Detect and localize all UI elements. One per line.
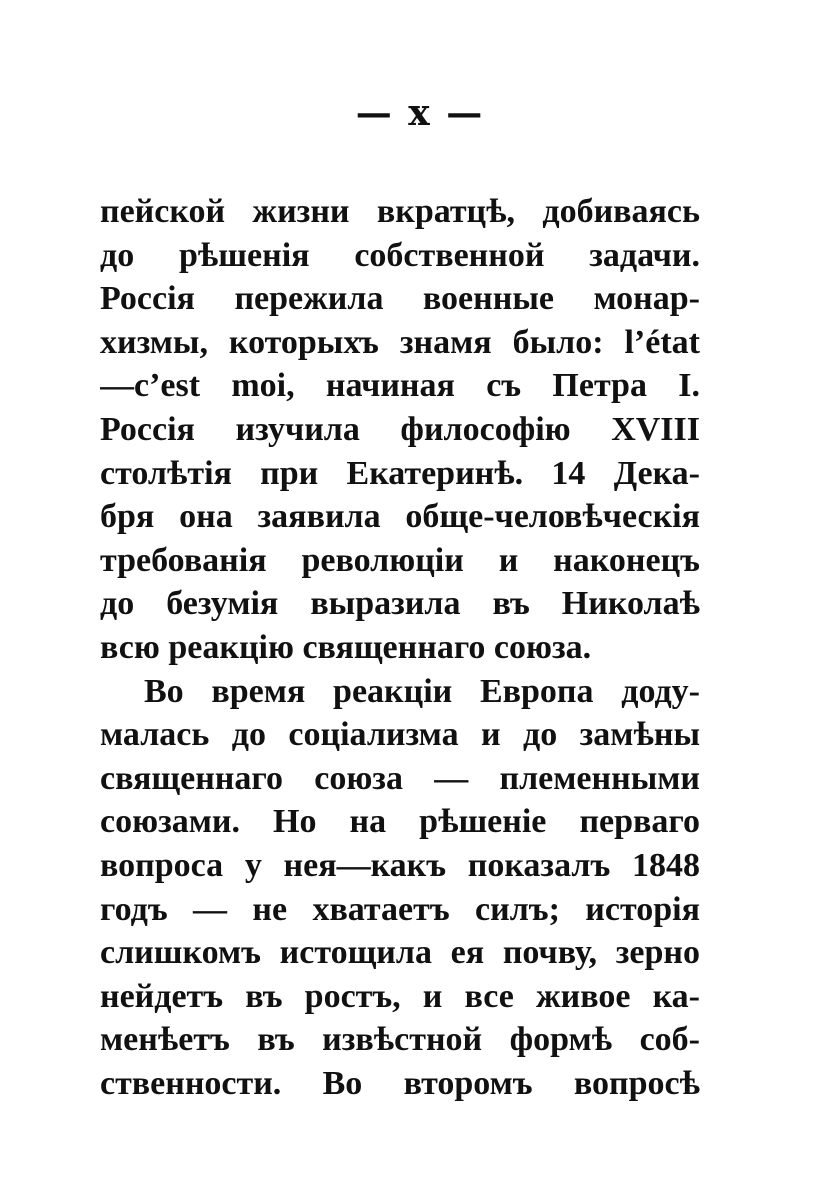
text-line: бря она заявила обще-человѣческія [100, 498, 700, 536]
text-line: вопроса у нея—какъ показалъ 1848 [100, 846, 700, 884]
text-line: союзами. Но на рѣшеніе перваго [100, 803, 700, 841]
text-line: —c’est moi, начиная съ Петра I. [100, 367, 700, 405]
text-line: до безумія выразила въ Николаѣ [100, 585, 700, 623]
text-line: малась до соціализма и до замѣны [100, 716, 700, 754]
text-line-paragraph-start: Во время реакціи Европа доду- [144, 672, 700, 710]
text-line: пейской жизни вкратцѣ, добиваясь [100, 193, 700, 230]
body-text [100, 190, 700, 1105]
text-line: годъ — не хватаетъ силъ; исторія [100, 890, 700, 928]
text-line: ственности. Во второмъ вопросѣ [100, 1064, 700, 1102]
text-line: столѣтія при Екатеринѣ. 14 Дека- [100, 454, 700, 492]
text-line-paragraph-end: всю реакцію священнаго союза. [100, 628, 592, 666]
text-line: слишкомъ истощила ея почву, зерно [100, 934, 700, 972]
text-line: Россія изучила философію XVIII [100, 410, 700, 448]
text-line: хизмы, которыхъ знамя было: l’état [100, 323, 700, 361]
text-line: менѣетъ въ извѣстной формѣ соб- [100, 1021, 700, 1059]
text-line: священнаго союза — племенными [100, 759, 700, 797]
text-line: до рѣшенія собственной задачи. [100, 236, 700, 274]
page-number-header: — x — [355, 92, 485, 134]
text-line: Россія пережила военные монар- [100, 280, 700, 318]
text-line: нейдетъ въ ростъ, и все живое ка- [100, 977, 700, 1015]
text-line: требованія революціи и наконецъ [100, 541, 700, 579]
